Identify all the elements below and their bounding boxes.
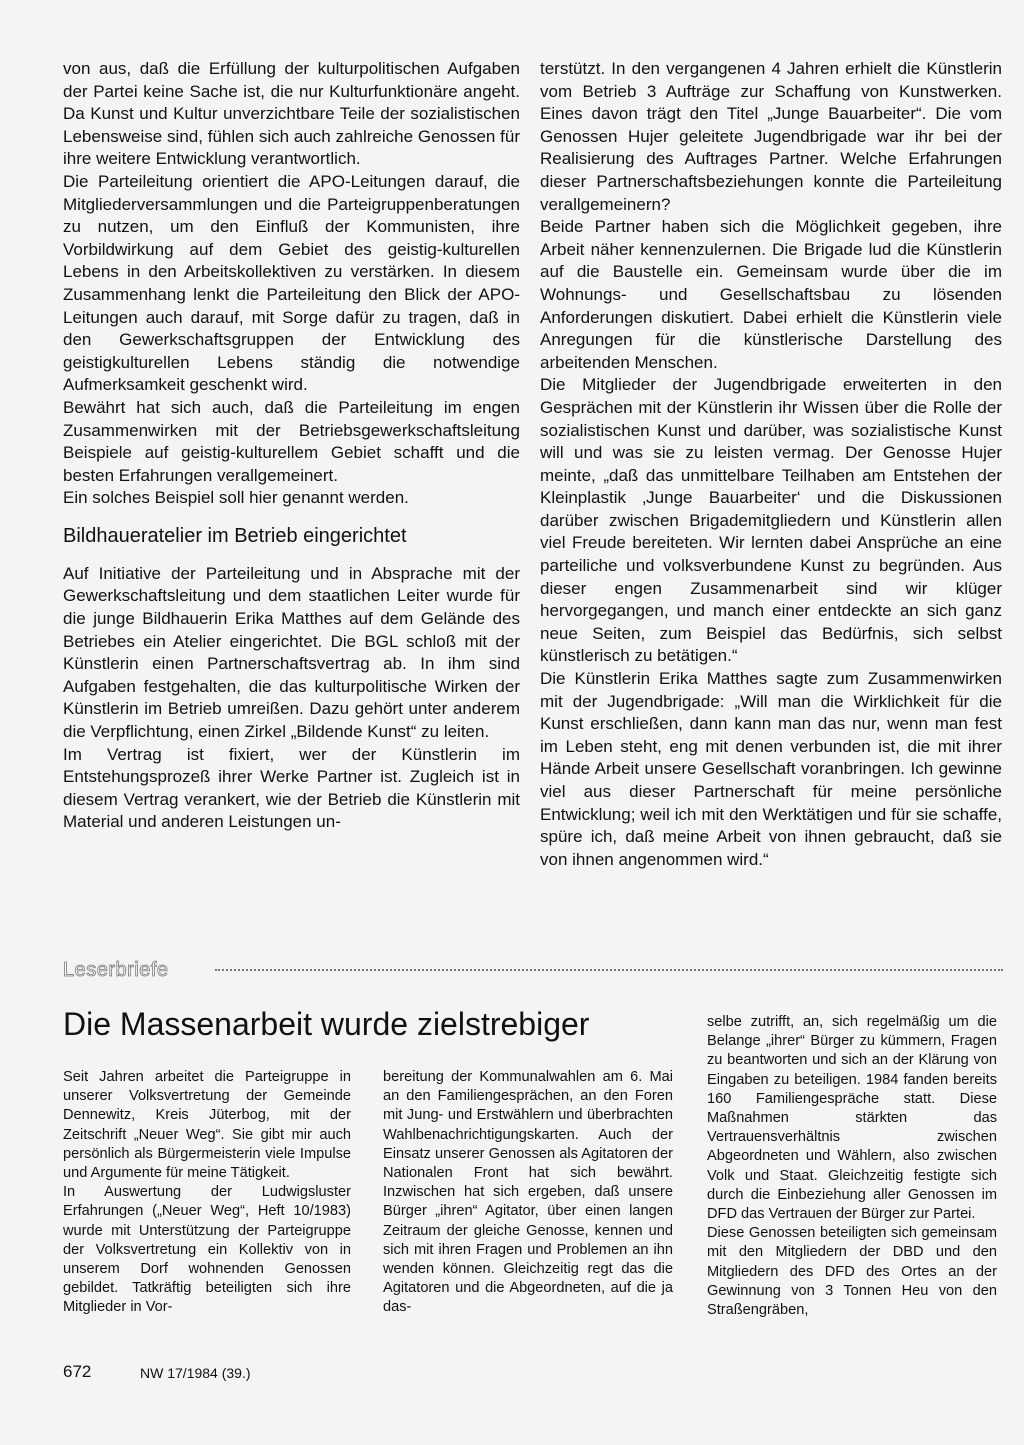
letter-paragraph: In Auswertung der Ludwigsluster Erfahrungen („Neuer Weg“, Heft 10/1983) wurde mit Unterstützung der Parteigruppe der Volksvertretung ein Kollektiv von in unserem Dorf wohnenden Genossen gebildet. Tatkräftig beteiligten sich ihre Mitglieder in Vor- bbox=[63, 1184, 351, 1316]
article-paragraph: Im Vertrag ist fixiert, wer der Künstlerin im Entstehungsprozeß ihrer Werke Partner ist. Zugleich ist in diesem Vertrag verankert, wie der Betrieb die Künstlerin mit Material und anderen Leistungen un- bbox=[63, 744, 520, 832]
article-paragraph: terstützt. In den vergangenen 4 Jahren erhielt die Künstlerin vom Betrieb 3 Aufträge zur Schaffung von Kunstwerken. Eines davon trägt den Titel „Junge Bauarbeiter“. Die vom Genossen Hujer geleitete Jugendbrigade war ihr bei der Realisierung des Auftrages Partner. Welche Erfahrungen dieser Partnerschaftsbeziehungen konnte die Parteileitung verallgemeinern? bbox=[540, 59, 1002, 214]
page-number: 672 bbox=[63, 1362, 92, 1381]
article-paragraph: Auf Initiative der Parteileitung und in Absprache mit der Gewerkschaftsleitung und dem staatlichen Leiter wurde für die junge Bildhauerin Erika Matthes auf dem Gelände des Betriebes ein Atelier eingerichtet. Die BGL schloß mit der Künstlerin einen Partnerschaftsvertrag ab. In ihm sind Aufgaben festgehalten, die das kulturpolitische Wirken der Künstlerin im Betrieb umreißen. Dazu gehört unter anderem die Verpflichtung, einen Zirkel „Bildende Kunst“ zu leiten. bbox=[63, 563, 520, 742]
section-rule bbox=[215, 969, 1003, 971]
article-paragraph: Die Parteileitung orientiert die APO-Leitungen darauf, die Mitgliederversammlungen und die Parteigruppenberatungen zu nutzen, um den Einfluß der Kommunisten, ihre Vorbildwirkung auf dem Gebiet des geistig-kulturellen Lebens in den Arbeitskollektiven zu verstärken. In diesem Zusammenhang lenkt die Parteileitung den Blick der APO-Leitungen auch darauf, mit Sorge dafür zu tragen, daß in den Gewerkschaftsgruppen der Entwicklung des geistigkulturellen Lebens ständig die notwendige Aufmerksamkeit geschenkt wird. bbox=[63, 171, 520, 395]
letter-paragraph: bereitung der Kommunalwahlen am 6. Mai an den Familiengesprächen, an den Foren mit Jung- und Erstwählern und überbrachten Wahlbenachrichtigungskarten. Auch der Einsatz unserer Genossen als Agitatoren der Nationalen Front hat sich bewährt. Inzwischen hat sich ergeben, daß unsere Bürger „ihren“ Agitator, über einen langen Zeitraum der gleiche Genosse, kennen und sich mit ihren Fragen und Problemen an ihn wenden können. Gleichzeitig regt das die Agitatoren und die Abgeordneten, auf die ja das- bbox=[383, 1069, 673, 1316]
letter-paragraph: selbe zutrifft, an, sich regelmäßig um die Belange „ihrer“ Bürger zu kümmern, Fragen zu beantworten und sich an der Klärung von Eingaben zu beteiligen. 1984 fanden bereits 160 Familiengespräche statt. Diese Maßnahmen stärkten das Vertrauensverhältnis zwischen Abgeordneten und Wählern, also zwischen Volk und Staat. Gleichzeitig festigte sich durch die Einbeziehung aller Genossen im DFD das Vertrauen der Bürger zur Partei. bbox=[707, 1014, 997, 1223]
letter-column-1 bbox=[63, 1068, 351, 1318]
letter-paragraph: Seit Jahren arbeitet die Parteigruppe in unserer Volksvertretung der Gemeinde Dennewitz, Kreis Jüterbog, mit der Zeitschrift „Neuer Weg“. Sie gibt mir auch persönlich als Bürgermeisterin viele Impulse und Argumente für meine Tätigkeit. bbox=[63, 1069, 351, 1182]
article-column-right bbox=[540, 58, 1002, 871]
letter-column-2 bbox=[383, 1068, 673, 1318]
article-subheading: Bildhaueratelier im Betrieb eingerichtet bbox=[63, 524, 407, 547]
article-paragraph: Die Künstlerin Erika Matthes sagte zum Zusammenwirken mit der Jugendbrigade: „Will man die Wirklichkeit für die Kunst erschließen, dann kann man das nur, wenn man fest im Leben steht, eng mit denen verbunden ist, die mit ihrer Hände Arbeit unsere Gesellschaft voranbringen. Ich gewinne viel aus dieser Partnerschaft für meine persönliche Entwicklung; weil ich mit den Werktätigen und für sie schaffe, spüre ich, daß meine Arbeit von ihnen gebraucht, daß sie von ihnen angenommen wird.“ bbox=[540, 669, 1002, 869]
article-paragraph: Bewährt hat sich auch, daß die Parteileitung im engen Zusammenwirken mit der Betriebsgewerkschaftsleitung Beispiele auf geistig-kulturellem Gebiet schafft und die besten Erfahrungen verallgemeinert. bbox=[63, 397, 520, 485]
letter-column-3 bbox=[707, 1013, 997, 1320]
article-paragraph: Ein solches Beispiel soll hier genannt werden. bbox=[63, 488, 409, 508]
article-paragraph: von aus, daß die Erfüllung der kulturpolitischen Aufgaben der Partei keine Sache ist, die nur Kulturfunktionäre angeht. Da Kunst und Kultur unverzichtbare Teile der sozialistischen Lebensweise sind, fühlen sich auch zahlreiche Genossen für ihre weitere Entwicklung verantwortlich. bbox=[63, 59, 520, 169]
letter-paragraph: Diese Genossen beteiligten sich gemeinsam mit den Mitgliedern der DBD und den Mitgliedern des DFD des Ortes an der Gewinnung von 3 Tonnen Heu von den Straßengräben, bbox=[707, 1225, 997, 1319]
article-column-left bbox=[63, 58, 520, 834]
section-rubric bbox=[63, 958, 1003, 982]
article-paragraph: Die Mitglieder der Jugendbrigade erweiterten in den Gesprächen mit der Künstlerin ihr Wissen über die Rolle der sozialistischen Kunst und darüber, was sozialistische Kunst will und was sie zu leisten vermag. Der Genosse Hujer meinte, „daß das unmittelbare Teilhaben am Entstehen der Kleinplastik ‚Junge Bauarbeiter‘ und die Diskussionen darüber zwischen Brigademitgliedern und Künstlerin allen viel Freude bereiteten. Wir lernten dabei Ansprüche an eine parteiliche und volksverbundene Kunst zu begründen. Aus dieser engen Zusammenarbeit sind wir klüger hervorgegangen, und manch einer entdeckte an sich ganz neue Seiten, zum Beispiel das Bedürfnis, sich selbst künstlerisch zu betätigen.“ bbox=[540, 375, 1002, 666]
issue-reference: NW 17/1984 (39.) bbox=[140, 1365, 251, 1381]
section-label: Leserbriefe bbox=[63, 959, 169, 981]
letters-headline: Die Massenarbeit wurde zielstrebiger bbox=[63, 1006, 590, 1042]
article-paragraph: Beide Partner haben sich die Möglichkeit gegeben, ihre Arbeit näher kennenzulernen. Die Brigade lud die Künstlerin auf die Baustelle ein. Gemeinsam wurde über die im Wohnungs- und Gesellschaftsbau zu lösenden Anforderungen diskutiert. Dabei erhielt die Künstlerin viele Anregungen für die künstlerische Darstellung des arbeitenden Menschen. bbox=[540, 217, 1002, 372]
